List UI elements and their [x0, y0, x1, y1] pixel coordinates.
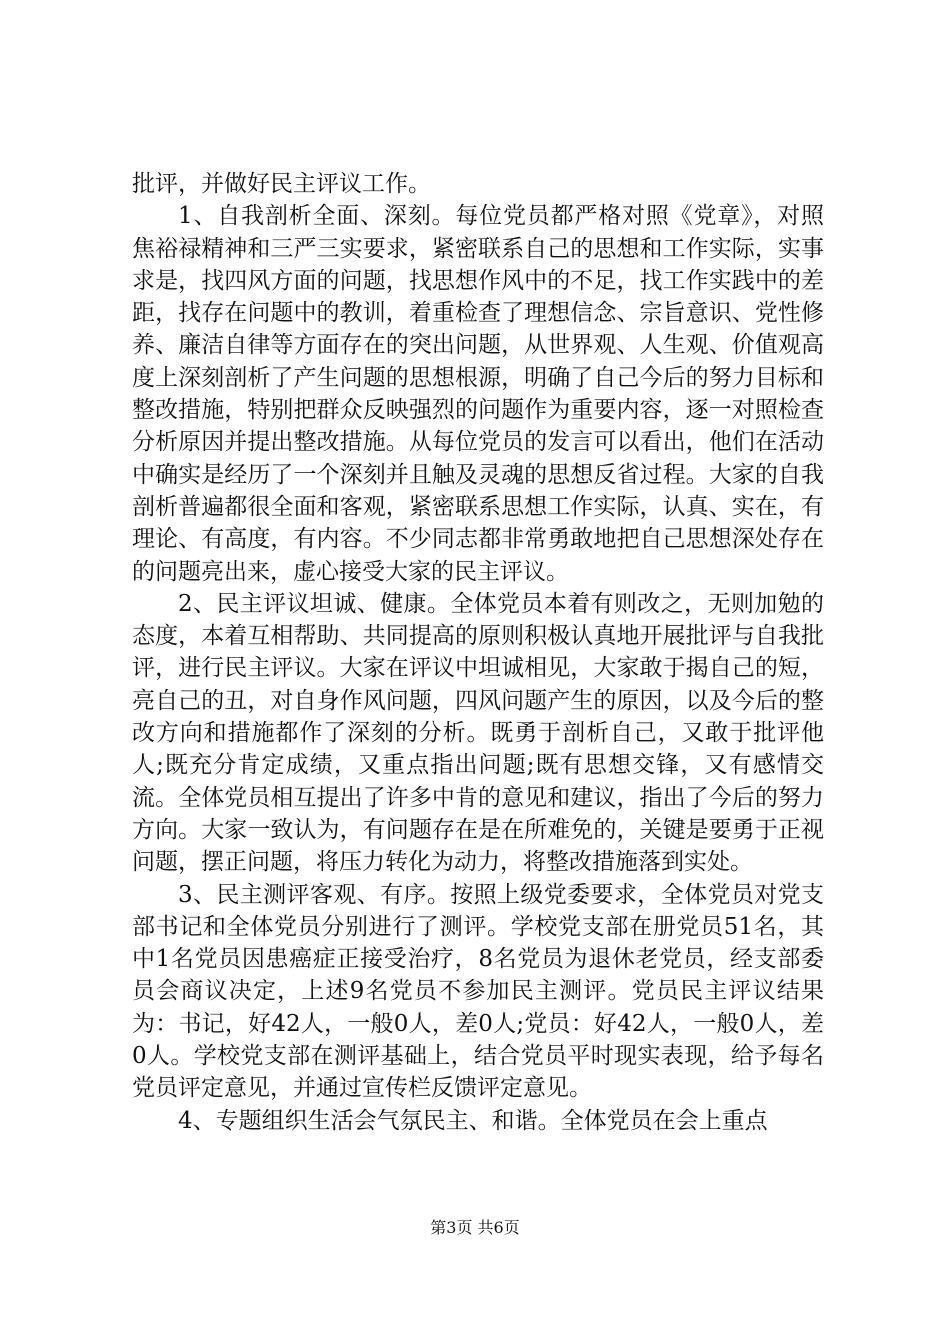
paragraph-democratic-review: 2、民主评议坦诚、健康。全体党员本着有则改之，无则加勉的态度，本着互相帮助、共同提高的原则积极认真地开展批评与自我批评，进行民主评议。大家在评议中坦诚相见，大家敢于揭自己的短，亮自己的丑，对自身作风问题，四风问题产生的原因，以及今后的整改方向和措施都作了深刻的分析。既勇于剖析自己，又敢于批评他人;既充分肯定成绩，又重点指出问题;既有思想交锋，又有感情交流。全体党员相互提出了许多中肯的意见和建议，指出了今后的努力方向。大家一致认为，有问题存在是在所难免的，关键是要勇于正视问题，摆正问题，将压力转化为动力，将整改措施落到实处。 [132, 590, 824, 876]
paragraph-organizational-meeting: 4、专题组织生活会气氛民主、和谐。全体党员在会上重点 [178, 1107, 768, 1134]
page-number-footer: 第3页 共6页 [430, 1218, 520, 1237]
paragraph-self-analysis: 1、自我剖析全面、深刻。每位党员都严格对照《党章》，对照焦裕禄精神和三严三实要求，紧密联系自己的思想和工作实际，实事求是，找四风方面的问题，找思想作风中的不足，找工作实践中的差距，找存在问题中的教训，着重检查了理想信念、宗旨意识、党性修养、廉洁自律等方面存在的突出问题，从世界观、人生观、价值观高度上深刻剖析了产生问题的思想根源，明确了自己今后的努力目标和整改措施，特别把群众反映强烈的问题作为重要内容，逐一对照检查分析原因并提出整改措施。从每位党员的发言可以看出，他们在活动中确实是经历了一个深刻并且触及灵魂的思想反省过程。大家的自我剖析普遍都很全面和客观，紧密联系思想工作实际，认真、实在，有理论、有高度，有内容。不少同志都非常勇敢地把自己思想深处存在的问题亮出来，虚心接受大家的民主评议。 [132, 203, 824, 585]
document-body [132, 168, 824, 1137]
paragraph-continuation: 批评，并做好民主评议工作。 [132, 171, 431, 197]
paragraph-democratic-evaluation: 3、民主测评客观、有序。按照上级党委要求，全体党员对党支部书记和全体党员分别进行了测评。学校党支部在册党员51名，其中1名党员因患癌症正接受治疗，8名党员为退休老党员，经支部委员会商议决定，上述9名党员不参加民主测评。党员民主评议结果为：书记，好42人，一般0人，差0人;党员：好42人，一般0人，差0人。学校党支部在测评基础上，结合党员平时现实表现，给予每名党员评定意见，并通过宣传栏反馈评定意见。 [132, 881, 824, 1102]
